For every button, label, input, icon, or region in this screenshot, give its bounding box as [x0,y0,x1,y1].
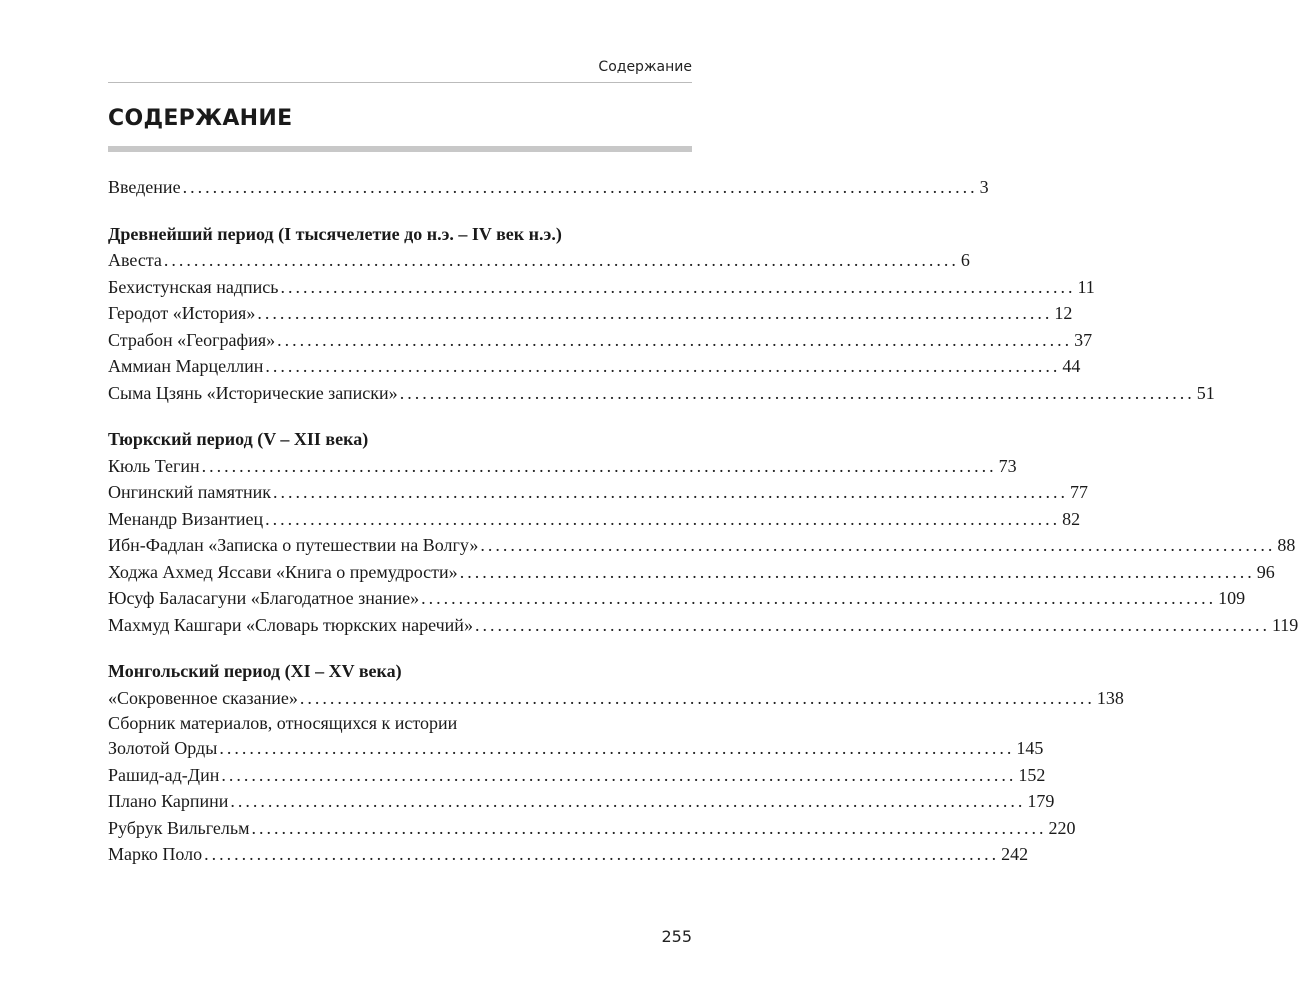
leader-dots: .......................................................................................................... [204,844,1000,864]
toc-entry-page: 88 [1277,535,1296,555]
toc-entry[interactable] [108,506,1081,533]
toc-entry-label: Рашид-ад-Дин [108,764,220,785]
toc-entry-page: 96 [1256,561,1275,582]
leader-dots: .......................................................................................................... [272,482,1068,502]
toc-entry-label: Кюль Тегин [108,455,200,476]
toc-entry[interactable] [108,453,1017,480]
toc-entry-label: Рубрук Вильгельм [108,817,250,838]
running-title: Содержание [598,59,692,75]
toc-entry-label: Ибн-Фадлан «Записка о путешествии на Волгу» [108,535,479,555]
leader-dots: .......................................................................................................... [182,177,978,197]
toc-entry[interactable] [108,762,1046,789]
toc-entry[interactable] [108,353,1081,380]
toc-entry-page: 82 [1062,508,1081,529]
toc-entry[interactable] [108,327,1093,354]
leader-dots: .......................................................................................................... [257,303,1053,323]
toc-entry-page: 44 [1062,356,1081,376]
toc-entry[interactable] [108,685,1124,712]
leader-dots: .......................................................................................................... [221,764,1017,785]
leader-dots: .......................................................................................................... [459,561,1255,582]
leader-dots: .......................................................................................................... [480,535,1276,555]
toc-entry-label: Страбон «География» [108,329,276,350]
toc-entry[interactable] [108,815,1076,842]
leader-dots: .......................................................................................................... [201,455,997,476]
toc-entry-page: 145 [1016,738,1044,758]
toc-entry-page: 12 [1054,303,1073,323]
title-rule [108,146,692,152]
toc-entry-page: 138 [1096,687,1124,708]
toc-entry-page: 6 [960,250,970,270]
toc-entry-page: 77 [1069,482,1088,502]
toc-entry-label: Аммиан Марцеллин [108,356,264,376]
toc-entry[interactable] [108,559,1275,586]
toc-entry[interactable] [108,247,970,274]
toc-entry-label: Авеста [108,250,162,270]
toc-entry-label: Сыма Цзянь «Исторические записки» [108,382,398,403]
leader-dots: .......................................................................................................... [265,508,1061,529]
leader-dots: .......................................................................................................... [277,329,1073,350]
toc-entry-label: Введение [108,177,181,197]
leader-dots: .......................................................................................................... [421,588,1217,608]
toc-entry-label: Ходжа Ахмед Яссави «Книга о премудрости» [108,561,458,582]
leader-dots: .......................................................................................................... [474,614,1270,635]
toc-entry[interactable] [108,788,1055,815]
toc-entry[interactable] [108,841,1029,868]
toc-entry-label-line1[interactable]: Сборник материалов, относящихся к истории [108,713,458,733]
leader-dots: .......................................................................................................... [163,250,959,270]
toc-entry[interactable] [108,585,1246,612]
toc-entry[interactable] [108,300,1073,327]
toc-entry-label: Юсуф Баласагуни «Благодатное знание» [108,588,420,608]
toc-entry-page: 51 [1196,382,1215,403]
toc-entry[interactable] [108,532,1296,559]
toc-entry-label: Онгинский памятник [108,482,271,502]
toc-entry-page: 37 [1074,329,1093,350]
toc-entry-label: Бехистунская надпись [108,276,279,297]
toc-entry-label: Золотой Орды [108,738,218,758]
toc-entry-page: 119 [1271,614,1298,635]
toc-entry-label: Геродот «История» [108,303,256,323]
toc-entry-page: 179 [1027,791,1055,811]
section-title-mongol: Монгольский период (XI – XV века) [108,661,402,681]
toc-entry[interactable] [108,380,1215,407]
leader-dots: .......................................................................................................... [299,687,1095,708]
toc-entry-label: Махмуд Кашгари «Словарь тюркских наречий» [108,614,473,635]
page-number: 255 [661,927,692,946]
toc-entry-page: 220 [1048,817,1076,838]
toc-entry[interactable] [108,735,1044,762]
toc-entry-label: Марко Поло [108,844,203,864]
table-of-contents [108,174,1298,868]
header-rule [108,82,692,83]
section-title-turkic: Тюркский период (V – XII века) [108,429,369,449]
toc-entry-intro[interactable] [108,174,989,201]
toc-entry[interactable] [108,274,1095,301]
leader-dots: .......................................................................................................... [219,738,1015,758]
toc-entry-page: 73 [998,455,1017,476]
leader-dots: .......................................................................................................... [399,382,1195,403]
leader-dots: .......................................................................................................... [251,817,1047,838]
leader-dots: .......................................................................................................... [280,276,1076,297]
toc-entry-page: 152 [1018,764,1046,785]
toc-entry[interactable] [108,612,1298,639]
leader-dots: .......................................................................................................... [230,791,1026,811]
toc-entry-page: 242 [1001,844,1029,864]
page-title: СОДЕРЖАНИЕ [108,106,293,131]
toc-entry-label: «Сокровенное сказание» [108,687,298,708]
toc-entry-page: 11 [1077,276,1095,297]
toc-entry-page: 109 [1218,588,1246,608]
toc-entry-page: 3 [979,177,989,197]
section-title-ancient: Древнейший период (I тысячелетие до н.э. – IV век н.э.) [108,223,562,244]
toc-entry[interactable] [108,479,1088,506]
toc-entry-label: Менандр Византиец [108,508,264,529]
leader-dots: .......................................................................................................... [265,356,1061,376]
toc-entry-label: Плано Карпини [108,791,229,811]
